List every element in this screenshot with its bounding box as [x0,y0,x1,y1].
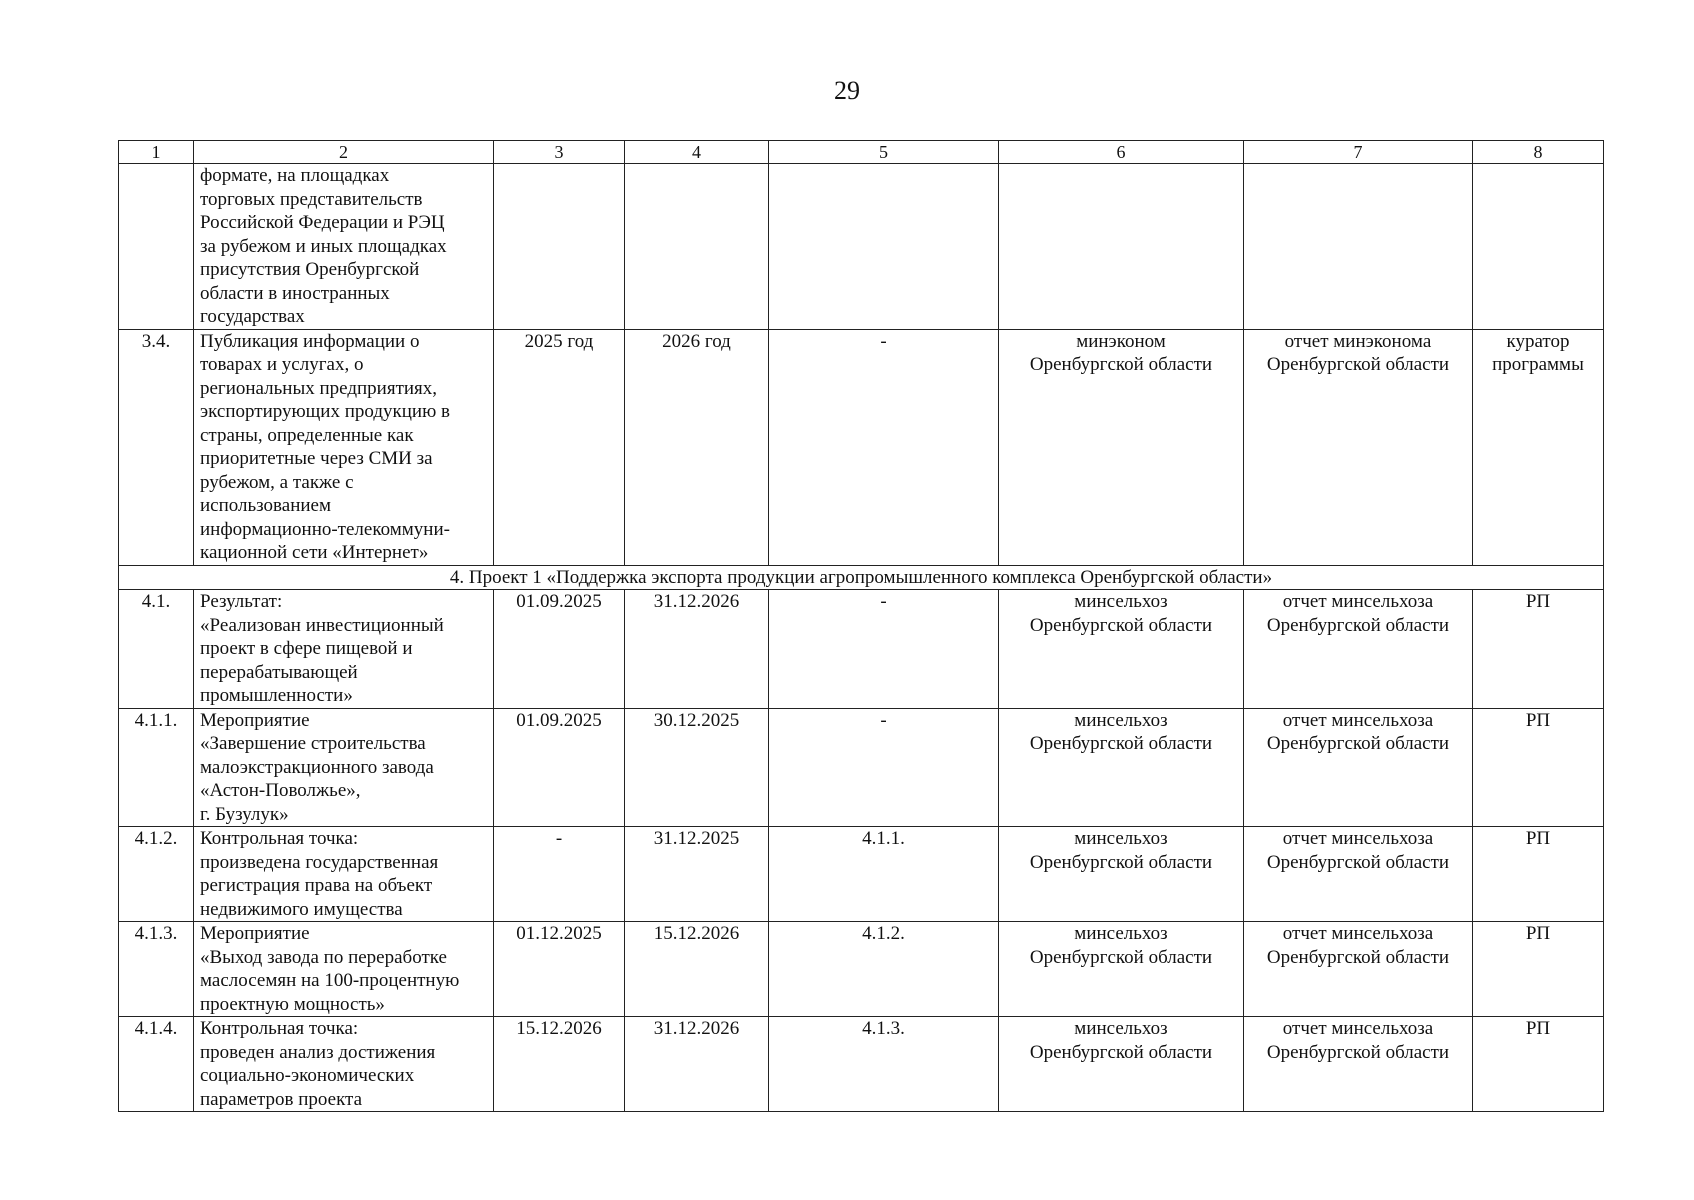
header-cell: 5 [769,141,999,164]
executor-cell: минсельхоз Оренбургской области [999,827,1244,922]
responsible-cell: РП [1473,590,1604,709]
report-cell: отчет минсельхоза Оренбургской области [1244,590,1473,709]
section-title: 4. Проект 1 «Поддержка экспорта продукции агропромышленного комплекса Оренбургской области» [119,565,1604,590]
executor-cell: минсельхоз Оренбургской области [999,1017,1244,1112]
row-number-cell: 3.4. [119,329,194,565]
responsible-cell: РП [1473,922,1604,1017]
table-row [119,708,1604,827]
table-row [119,329,1604,565]
header-cell: 6 [999,141,1244,164]
start-date-cell: 15.12.2026 [494,1017,625,1112]
header-cell: 2 [194,141,494,164]
header-cell: 3 [494,141,625,164]
row-number-cell: 4.1.3. [119,922,194,1017]
row-name-cell: Публикация информации о товарах и услугах, о региональных предприятиях, экспортирующих продукцию в страны, определенные как приоритетные через СМИ за рубежом, а также с использованием информационно-телекоммуни- кационной сети «Интернет» [194,329,494,565]
executor-cell: минсельхоз Оренбургской области [999,708,1244,827]
predecessor-cell: 4.1.2. [769,922,999,1017]
report-cell [1244,164,1473,330]
responsible-cell [1473,164,1604,330]
table-row [119,922,1604,1017]
start-date-cell: 01.09.2025 [494,708,625,827]
end-date-cell: 31.12.2025 [625,827,769,922]
report-cell: отчет минсельхоза Оренбургской области [1244,827,1473,922]
end-date-cell: 30.12.2025 [625,708,769,827]
predecessor-cell: - [769,708,999,827]
start-date-cell: - [494,827,625,922]
row-name-cell: Контрольная точка: произведена государственная регистрация права на объект недвижимого имущества [194,827,494,922]
header-cell: 7 [1244,141,1473,164]
row-name-cell: Результат: «Реализован инвестиционный проект в сфере пищевой и перерабатывающей промышленности» [194,590,494,709]
start-date-cell [494,164,625,330]
predecessor-cell: - [769,329,999,565]
executor-cell [999,164,1244,330]
report-cell: отчет минсельхоза Оренбургской области [1244,922,1473,1017]
responsible-cell: РП [1473,827,1604,922]
row-name-cell: Контрольная точка: проведен анализ достижения социально-экономических параметров проекта [194,1017,494,1112]
column-number-header [119,141,1604,164]
report-cell: отчет минсельхоза Оренбургской области [1244,1017,1473,1112]
plan-table [118,140,1604,1112]
predecessor-cell: - [769,590,999,709]
row-name-cell: Мероприятие «Завершение строительства малоэкстракционного завода «Астон-Поволжье», г. Бузулук» [194,708,494,827]
predecessor-cell: 4.1.1. [769,827,999,922]
row-name-cell: Мероприятие «Выход завода по переработке маслосемян на 100-процентную проектную мощность» [194,922,494,1017]
executor-cell: минсельхоз Оренбургской области [999,590,1244,709]
report-cell: отчет минэкономa Оренбургской области [1244,329,1473,565]
table-row [119,1017,1604,1112]
predecessor-cell [769,164,999,330]
header-cell: 8 [1473,141,1604,164]
predecessor-cell: 4.1.3. [769,1017,999,1112]
header-cell: 4 [625,141,769,164]
end-date-cell: 31.12.2026 [625,590,769,709]
table-row [119,590,1604,709]
responsible-cell: РП [1473,708,1604,827]
end-date-cell: 15.12.2026 [625,922,769,1017]
row-number-cell [119,164,194,330]
table-row [119,827,1604,922]
row-name-cell: формате, на площадках торговых представительств Российской Федерации и РЭЦ за рубежом и иных площадках присутствия Оренбургской области в иностранных государствах [194,164,494,330]
end-date-cell [625,164,769,330]
start-date-cell: 2025 год [494,329,625,565]
responsible-cell: куратор программы [1473,329,1604,565]
page-number: 29 [834,76,860,105]
executor-cell: минэконом Оренбургской области [999,329,1244,565]
row-number-cell: 4.1.2. [119,827,194,922]
report-cell: отчет минсельхоза Оренбургской области [1244,708,1473,827]
start-date-cell: 01.09.2025 [494,590,625,709]
executor-cell: минсельхоз Оренбургской области [999,922,1244,1017]
end-date-cell: 31.12.2026 [625,1017,769,1112]
row-number-cell: 4.1.1. [119,708,194,827]
row-number-cell: 4.1.4. [119,1017,194,1112]
row-number-cell: 4.1. [119,590,194,709]
header-cell: 1 [119,141,194,164]
end-date-cell: 2026 год [625,329,769,565]
start-date-cell: 01.12.2025 [494,922,625,1017]
table-row-continuation [119,164,1604,330]
section-row [119,565,1604,590]
responsible-cell: РП [1473,1017,1604,1112]
